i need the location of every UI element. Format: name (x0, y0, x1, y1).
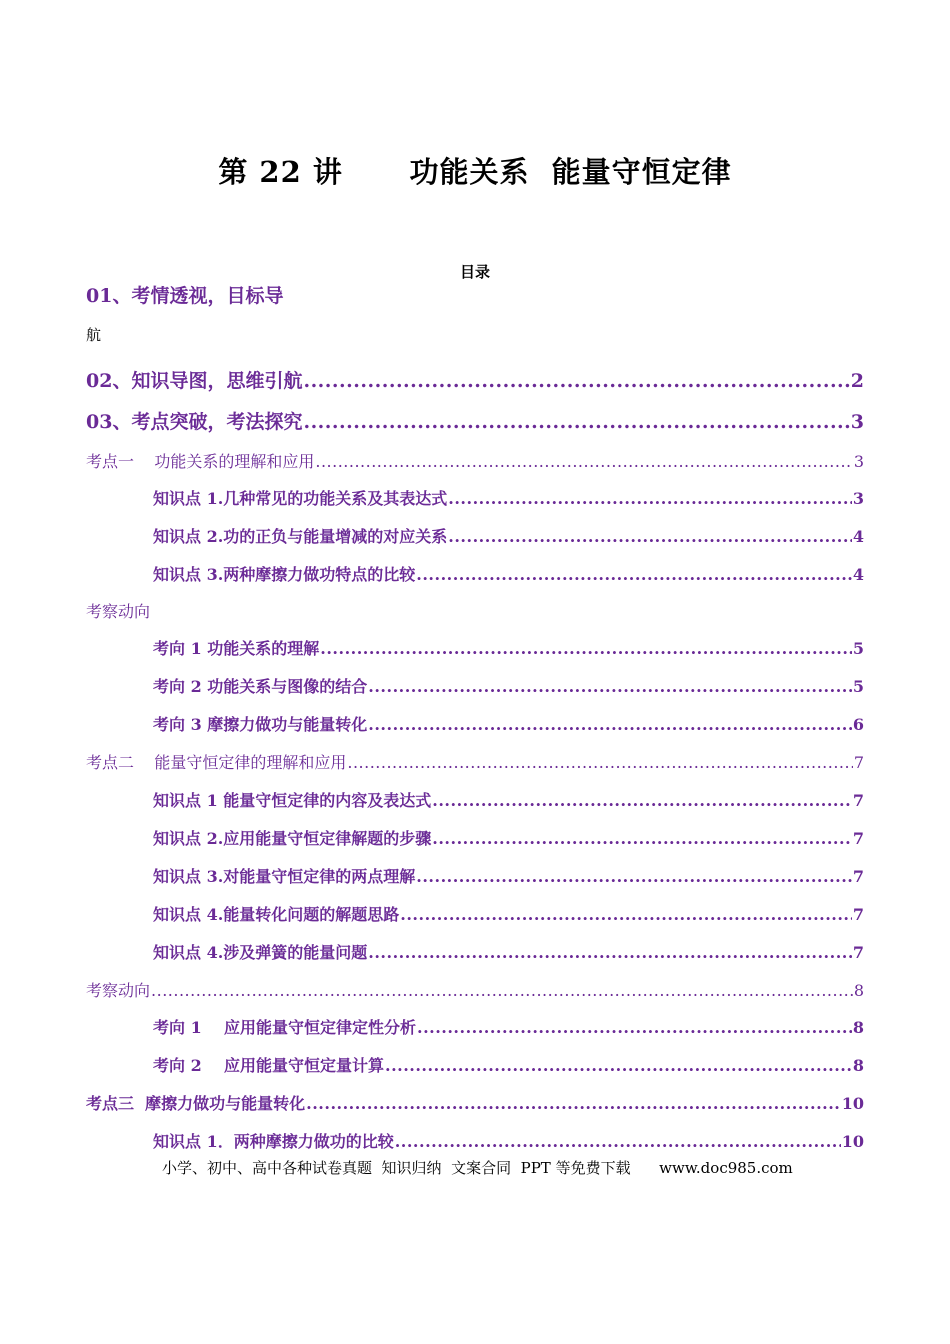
document-title: 第 22 讲 功能关系 能量守恒定律 (218, 155, 732, 189)
toc-dot-leader (347, 753, 852, 772)
toc-page-number: 7 (852, 943, 864, 962)
toc-entry[interactable] (86, 750, 864, 773)
toc-entry[interactable] (153, 1015, 864, 1038)
toc-entry[interactable] (86, 599, 864, 622)
toc-entry[interactable] (153, 674, 864, 697)
toc-entry-label: 知识点 2.功的正负与能量增减的对应关系 (153, 527, 448, 546)
toc-dot-leader (368, 677, 852, 696)
toc-entry-label: 考察动向 (86, 981, 151, 1000)
toc-entry-label: 知识点 3.对能量守恒定律的两点理解 (153, 867, 416, 886)
toc-entry-label: 考察动向 (86, 602, 151, 621)
toc-dot-leader (432, 829, 852, 848)
toc-entry-label: 考向 2 应用能量守恒定量计算 (153, 1056, 384, 1075)
toc-entry[interactable] (153, 902, 864, 925)
toc-page-number: 4 (852, 565, 864, 584)
toc-dot-leader (151, 981, 853, 1000)
toc-page-number: 10 (841, 1132, 864, 1151)
toc-page-number: 2 (850, 370, 864, 392)
toc-page-number: 3 (850, 411, 864, 433)
toc-entry[interactable] (153, 1129, 864, 1152)
toc-entry-label: 考点三 摩擦力做功与能量转化 (86, 1094, 306, 1113)
toc-page-number: 5 (852, 677, 864, 696)
toc-entry[interactable] (153, 826, 864, 849)
toc-dot-leader (385, 1056, 852, 1075)
toc-entry[interactable] (86, 366, 864, 393)
toc-page-number: 8 (852, 1056, 864, 1075)
toc-entry-label: 考向 3 摩擦力做功与能量转化 (153, 715, 368, 734)
toc-heading: 目录 (459, 263, 490, 281)
toc-entry-label: 考向 2 功能关系与图像的结合 (153, 677, 368, 696)
toc-page-number: 8 (853, 981, 864, 1000)
toc-dot-leader (303, 370, 849, 392)
toc-dot-leader (320, 639, 852, 658)
toc-entry[interactable] (153, 636, 864, 659)
toc-entry[interactable] (153, 524, 864, 547)
toc-page-number: 4 (852, 527, 864, 546)
toc-entry-continuation: 航 (86, 326, 102, 344)
toc-entry-label: 知识点 4.能量转化问题的解题思路 (153, 905, 400, 924)
toc-dot-leader (448, 527, 852, 546)
toc-entry-label: 知识点 3.两种摩擦力做功特点的比较 (153, 565, 416, 584)
toc-dot-leader (306, 1094, 841, 1113)
toc-entry-label: 考向 1 应用能量守恒定律定性分析 (153, 1018, 416, 1037)
toc-page-number: 10 (841, 1094, 864, 1113)
toc-page-number: 7 (852, 829, 864, 848)
toc-page-number: 7 (852, 867, 864, 886)
toc-page-number: 3 (852, 489, 864, 508)
toc-entry-label: 考向 1 功能关系的理解 (153, 639, 320, 658)
toc-page-number: 7 (852, 791, 864, 810)
toc-page-number: 5 (852, 639, 864, 658)
toc-entry-first[interactable] (86, 281, 864, 308)
toc-entry[interactable] (153, 864, 864, 887)
toc-entry-label: 知识点 1.几种常见的功能关系及其表达式 (153, 489, 448, 508)
toc-entry-label: 知识点 1．两种摩擦力做功的比较 (153, 1132, 394, 1151)
toc-entry[interactable] (86, 978, 864, 1001)
toc-dot-leader (432, 791, 852, 810)
page-footer: 小学、初中、高中各种试卷真题 知识归纳 文案合同 PPT 等免费下载 www.doc985.com (162, 1159, 793, 1177)
toc-entry[interactable] (153, 486, 864, 509)
toc-entry[interactable] (153, 562, 864, 585)
toc-entry[interactable] (153, 940, 864, 963)
toc-entry[interactable] (86, 1091, 864, 1114)
toc-entry-label: 考点二 能量守恒定律的理解和应用 (86, 753, 347, 772)
toc-entry-label: 考点一 功能关系的理解和应用 (86, 452, 315, 471)
toc-dot-leader (395, 1132, 841, 1151)
toc-page-number: 6 (852, 715, 864, 734)
toc-entry[interactable] (86, 449, 864, 472)
toc-entry-label: 02、知识导图，思维引航 (86, 370, 303, 392)
toc-entry[interactable] (153, 1053, 864, 1076)
toc-dot-leader (416, 867, 852, 886)
toc-entry[interactable] (153, 712, 864, 735)
toc-entry-label: 知识点 1 能量守恒定律的内容及表达式 (153, 791, 432, 810)
toc-page-number: 8 (852, 1018, 864, 1037)
toc-page-number: 7 (852, 905, 864, 924)
toc-entry-label: 知识点 4.涉及弹簧的能量问题 (153, 943, 368, 962)
toc-entry[interactable] (153, 788, 864, 811)
toc-dot-leader (400, 905, 852, 924)
toc-entry-label: 知识点 2.应用能量守恒定律解题的步骤 (153, 829, 432, 848)
toc-dot-leader (416, 565, 852, 584)
toc-dot-leader (303, 411, 849, 433)
toc-entry[interactable] (86, 407, 864, 434)
toc-page-number: 7 (853, 753, 864, 772)
toc-entry-label: 03、考点突破，考法探究 (86, 411, 303, 433)
toc-entry-label: 01、考情透视，目标导 (86, 285, 284, 307)
toc-dot-leader (448, 489, 852, 508)
toc-dot-leader (368, 715, 852, 734)
toc-dot-leader (417, 1018, 852, 1037)
toc-dot-leader (368, 943, 852, 962)
toc-page-number: 3 (853, 452, 864, 471)
toc-dot-leader (315, 452, 852, 471)
